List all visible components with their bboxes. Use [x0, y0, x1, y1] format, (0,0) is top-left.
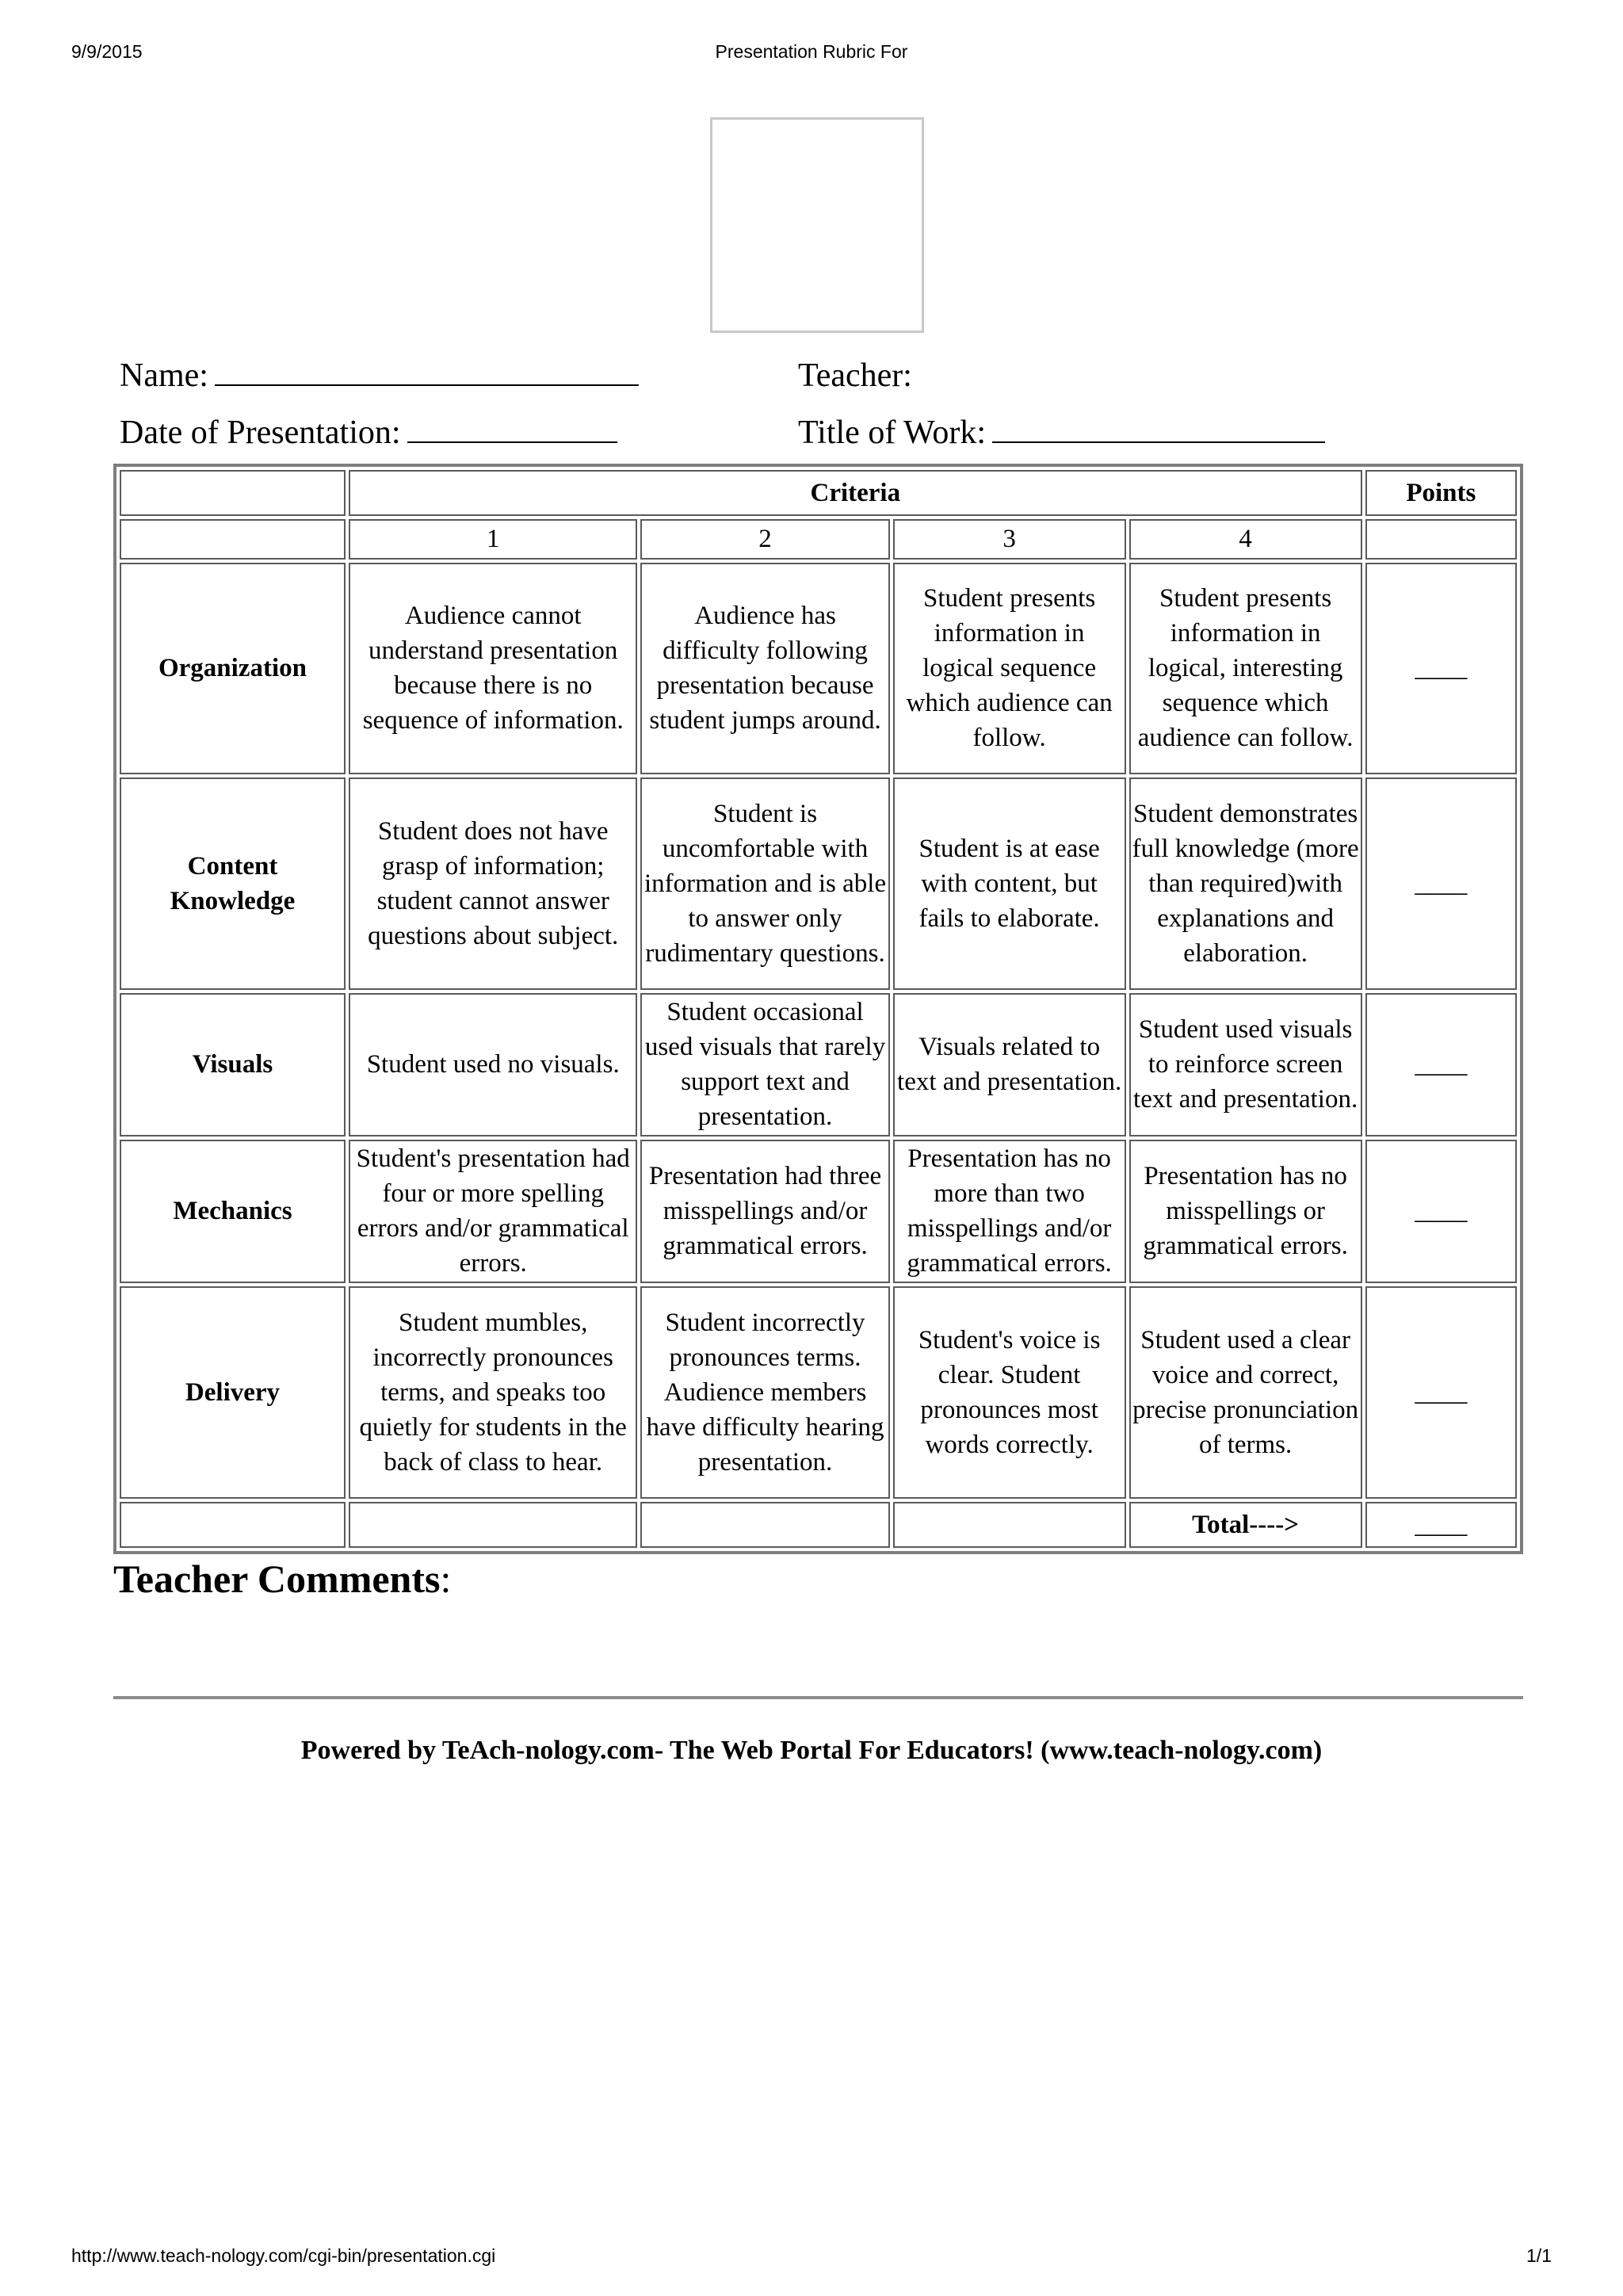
rubric-cell: Audience has difficulty following presentation because student jumps around.	[640, 563, 889, 775]
category-visuals: Visuals	[120, 993, 346, 1137]
rubric-cell: Student's presentation had four or more spelling errors and/or grammatical errors.	[349, 1140, 638, 1283]
rubric-cell: Student is uncomfortable with information and is able to answer only rudimentary questions.	[640, 777, 889, 990]
total-empty-cell	[893, 1502, 1126, 1548]
total-blank[interactable]: ____	[1365, 1502, 1517, 1548]
rubric-cell: Presentation has no more than two misspellings and/or grammatical errors.	[893, 1140, 1126, 1283]
name-field	[120, 357, 639, 395]
table-row	[120, 777, 1517, 990]
level-4: 4	[1129, 519, 1362, 559]
title-label: Title of Work:	[798, 415, 986, 451]
category-organization: Organization	[120, 563, 346, 775]
date-blank[interactable]	[407, 415, 617, 443]
points-blank[interactable]: ____	[1365, 563, 1517, 775]
points-blank[interactable]: ____	[1365, 993, 1517, 1137]
date-field	[120, 414, 617, 452]
points-blank[interactable]: ____	[1365, 1140, 1517, 1283]
table-row	[120, 563, 1517, 775]
print-url: http://www.teach-nology.com/cgi-bin/presentation.cgi	[71, 2245, 496, 2266]
rubric-cell: Student used no visuals.	[349, 993, 638, 1137]
name-label: Name:	[120, 357, 208, 394]
criteria-header: Criteria	[349, 470, 1362, 516]
rubric-cell: Presentation had three misspellings and/or grammatical errors.	[640, 1140, 889, 1283]
header-empty-cell	[120, 470, 346, 516]
rubric-table	[113, 464, 1523, 1554]
rubric-cell: Student occasional used visuals that rarely support text and presentation.	[640, 993, 889, 1137]
print-title: Presentation Rubric For	[715, 41, 908, 62]
points-blank[interactable]: ____	[1365, 777, 1517, 990]
total-label: Total---->	[1129, 1502, 1362, 1548]
date-label: Date of Presentation:	[120, 415, 401, 451]
category-mechanics: Mechanics	[120, 1140, 346, 1283]
rubric-cell: Student's voice is clear. Student pronounces most words correctly.	[893, 1286, 1126, 1499]
level-1: 1	[349, 519, 638, 559]
category-content-knowledge: Content Knowledge	[120, 777, 346, 990]
rubric-cell: Visuals related to text and presentation.	[893, 993, 1126, 1137]
points-header: Points	[1365, 470, 1517, 516]
total-empty-cell	[349, 1502, 638, 1548]
rubric-cell: Student mumbles, incorrectly pronounces terms, and speaks too quietly for students in the back of class to hear.	[349, 1286, 638, 1499]
rubric-cell: Student presents information in logical sequence which audience can follow.	[893, 563, 1126, 775]
table-row	[120, 993, 1517, 1137]
levels-row	[120, 519, 1517, 559]
teacher-comments-colon: :	[440, 1557, 452, 1601]
points-blank[interactable]: ____	[1365, 1286, 1517, 1499]
teacher-label: Teacher:	[798, 357, 912, 394]
rubric-cell: Student is at ease with content, but fails to elaborate.	[893, 777, 1126, 990]
title-blank[interactable]	[992, 415, 1325, 443]
rubric-cell: Student used a clear voice and correct, precise pronunciation of terms.	[1129, 1286, 1362, 1499]
name-blank[interactable]	[215, 357, 639, 386]
teacher-comments-label: Teacher Comments	[113, 1557, 441, 1601]
rubric-cell: Student incorrectly pronounces terms. Audience members have difficulty hearing presentation.	[640, 1286, 889, 1499]
print-page-number: 1/1	[1526, 2245, 1552, 2266]
level-3: 3	[893, 519, 1126, 559]
teacher-comments	[113, 1556, 451, 1602]
total-row	[120, 1502, 1517, 1548]
rubric-cell: Presentation has no misspellings or grammatical errors.	[1129, 1140, 1362, 1283]
levels-points-cell	[1365, 519, 1517, 559]
rubric-cell: Student demonstrates full knowledge (more than required)with explanations and elaboration.	[1129, 777, 1362, 990]
powered-by: Powered by TeAch-nology.com- The Web Portal For Educators! (www.teach-nology.com)	[300, 1736, 1323, 1765]
total-empty-cell	[640, 1502, 889, 1548]
logo-placeholder	[710, 117, 924, 333]
levels-empty-cell	[120, 519, 346, 559]
level-2: 2	[640, 519, 889, 559]
criteria-header-row	[120, 470, 1517, 516]
rubric-cell: Student used visuals to reinforce screen text and presentation.	[1129, 993, 1362, 1137]
divider	[113, 1696, 1523, 1699]
total-empty-cell	[120, 1502, 346, 1548]
teacher-field	[798, 357, 912, 395]
category-delivery: Delivery	[120, 1286, 346, 1499]
rubric-cell: Student presents information in logical, interesting sequence which audience can follow.	[1129, 563, 1362, 775]
print-date: 9/9/2015	[71, 41, 143, 62]
rubric-cell: Student does not have grasp of information; student cannot answer questions about subject.	[349, 777, 638, 990]
rubric-cell: Audience cannot understand presentation because there is no sequence of information.	[349, 563, 638, 775]
title-field	[798, 414, 1325, 452]
table-row	[120, 1140, 1517, 1283]
table-row	[120, 1286, 1517, 1499]
